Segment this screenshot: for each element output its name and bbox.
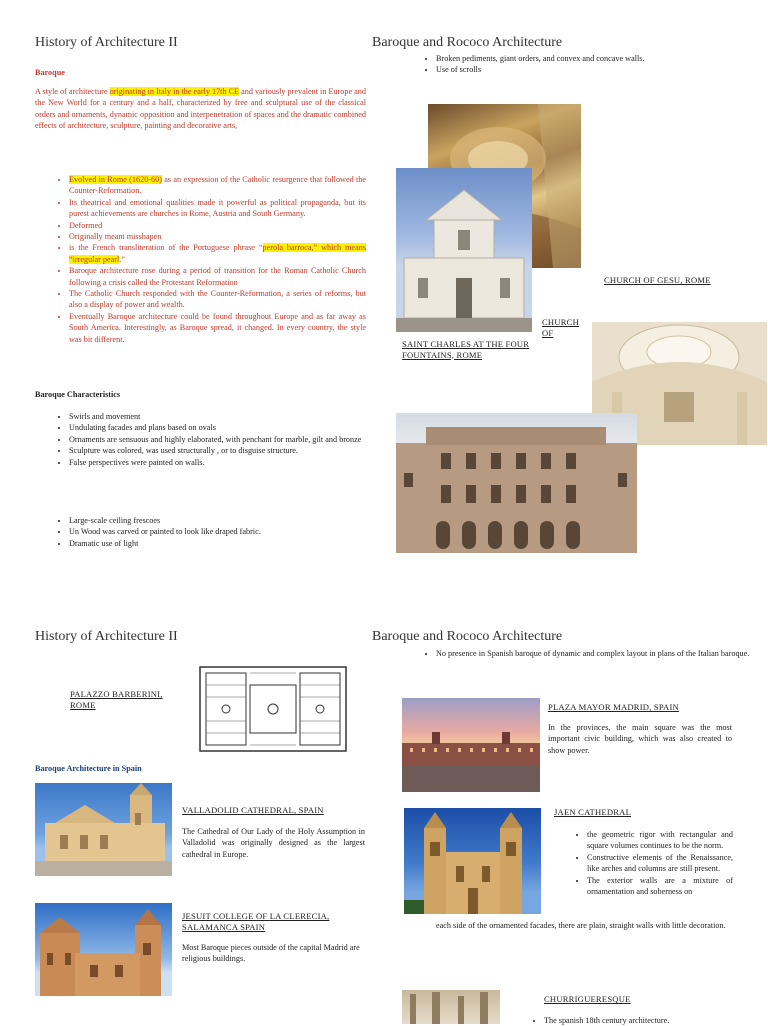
- list-item: • No presence in Spanish baroque of dynamic and complex layout in plans of the Italian baroque.: [436, 648, 768, 659]
- intro-pre: A style of architecture: [35, 87, 110, 96]
- list-item: • Sculpture was colored, was used structurally , or to disguise structure.: [69, 445, 366, 456]
- list-item: • Evolved in Rome (1620-60) as an expression of the Catholic resurgence that followed the Counter-Reformation.: [69, 174, 366, 197]
- characteristics-title: Baroque Characteristics: [35, 390, 121, 399]
- caption-church-of: CHURCH OF: [542, 317, 580, 338]
- caption-churrigueresque: CHURRIGUERESQUE: [544, 994, 631, 1004]
- list-item: • Broken pediments, giant orders, and convex and concave walls.: [436, 53, 768, 64]
- list-item: • The Catholic Church responded with the Counter-Reformation, a series of reforms, but also a display of power and wealth.: [69, 288, 366, 311]
- plaza-mayor-image: [402, 698, 540, 792]
- list-item: • False perspectives were painted on walls.: [69, 457, 366, 468]
- valladolid-cathedral-image: [35, 783, 172, 876]
- list-item: • Un Wood was carved or painted to look like draped fabric.: [69, 526, 366, 537]
- baroque-bullets: [35, 174, 366, 345]
- list-item: • Deformed: [69, 220, 366, 231]
- spain-title: Baroque Architecture in Spain: [35, 764, 142, 773]
- list-item: • the geometric rigor with rectangular and square volumes continues to be the norm.: [587, 829, 733, 852]
- list-item: • Dramatic use of light: [69, 538, 366, 549]
- baroque-title: Baroque: [35, 68, 65, 77]
- church-of-gesu-image: [396, 168, 532, 332]
- caption-plaza-mayor: PLAZA MAYOR MADRID, SPAIN: [548, 702, 679, 712]
- page1-left-header: History of Architecture II: [35, 35, 178, 50]
- churrigueresque-bullets: [510, 1015, 764, 1026]
- baroque-intro: [35, 86, 366, 132]
- list-item: • Ornaments are sensuous and highly elaborated, with penchant for marble, gilt and bronze: [69, 434, 366, 445]
- page1-right-header: Baroque and Rococo Architecture: [372, 35, 563, 50]
- list-item: • Baroque architecture rose during a period of transition for the Roman Catholic Church following a crisis called the Protestant Reformation: [69, 265, 366, 288]
- jesuit-text: Most Baroque pieces outside of the capital Madrid are religious buildings.: [182, 943, 360, 964]
- caption-jaen-cathedral: JAEN CATHEDRAL: [554, 807, 632, 817]
- list-item: • Constructive elements of the Renaissance, like arches and columns are still present.: [587, 852, 733, 875]
- characteristics-list-2: [35, 515, 366, 549]
- jaen-bullets: [553, 829, 733, 897]
- jaen-continued-text: each side of the ornamented facades, there are plain, straight walls with little decoration.: [436, 921, 726, 930]
- plaza-text: In the provinces, the main square was the most important civic building, which was also created to show power.: [548, 723, 732, 755]
- palazzo-barberini-plan-image: [198, 665, 348, 753]
- page2-left-header: History of Architecture II: [35, 629, 178, 644]
- churrigueresque-image: [402, 990, 500, 1024]
- list-item: • Large-scale ceiling frescoes: [69, 515, 366, 526]
- palazzo-barberini-image: [396, 413, 637, 553]
- intro-post: and variously prevalent in Europe and the New World for a century and a half, characterized by free and sculptural use of the classical orders and ornaments, dynamic opposition and interpenetration of spaces and the dramatic combined effects of architecture, sculpture, painting and decorative arts,: [35, 87, 366, 131]
- page2-right-header: Baroque and Rococo Architecture: [372, 629, 563, 644]
- list-item: • Use of scrolls: [436, 64, 768, 75]
- list-item: • The spanish 18th century architecture.: [544, 1015, 764, 1026]
- right-bullets: [402, 53, 768, 76]
- caption-church-of-gesu: CHURCH OF GESU, ROME: [604, 275, 711, 285]
- caption-palazzo-barberini: PALAZZO BARBERINI, ROME: [70, 689, 163, 710]
- intro-highlight: originating in Italy in the early 17th CE: [109, 87, 240, 96]
- valladolid-text: The Cathedral of Our Lady of the Holy Assumption in Valladolid was originally designed as the largest cathedral in Europe.: [182, 827, 365, 859]
- caption-jesuit-college: JESUIT COLLEGE OF LA CLERECIA, SALAMANCA SPAIN: [182, 911, 330, 932]
- list-item: • Undulating facades and plans based on ovals: [69, 422, 366, 433]
- jesuit-college-image: [35, 903, 172, 996]
- jaen-cathedral-image: [404, 808, 541, 914]
- caption-saint-charles: SAINT CHARLES AT THE FOUR FOUNTAINS, ROME: [402, 339, 530, 360]
- list-item: • Swirls and movement: [69, 411, 366, 422]
- list-item: • Eventually Baroque architecture could be found throughout Europe and as far away as South America. Interestingly, as Baroque spread, it changed. In every country, the style was bit different.: [69, 311, 366, 345]
- characteristics-list: [35, 411, 366, 468]
- list-item: • is the French transliteration of the Portuguese phrase “perola barroca,” which means “irregular pearl.”: [69, 242, 366, 265]
- list-item: • Originally meant misshapen: [69, 231, 366, 242]
- list-item: • Its theatrical and emotional qualities made it powerful as political propaganda, but its purest achievements are churches in Rome, Austria and South Germany.: [69, 197, 366, 220]
- caption-valladolid: VALLADOLID CATHEDRAL, SPAIN: [182, 805, 324, 815]
- page2-right-bullets: [402, 648, 768, 659]
- list-item: • The exterior walls are a mixture of ornamentation and soberness on: [587, 875, 733, 898]
